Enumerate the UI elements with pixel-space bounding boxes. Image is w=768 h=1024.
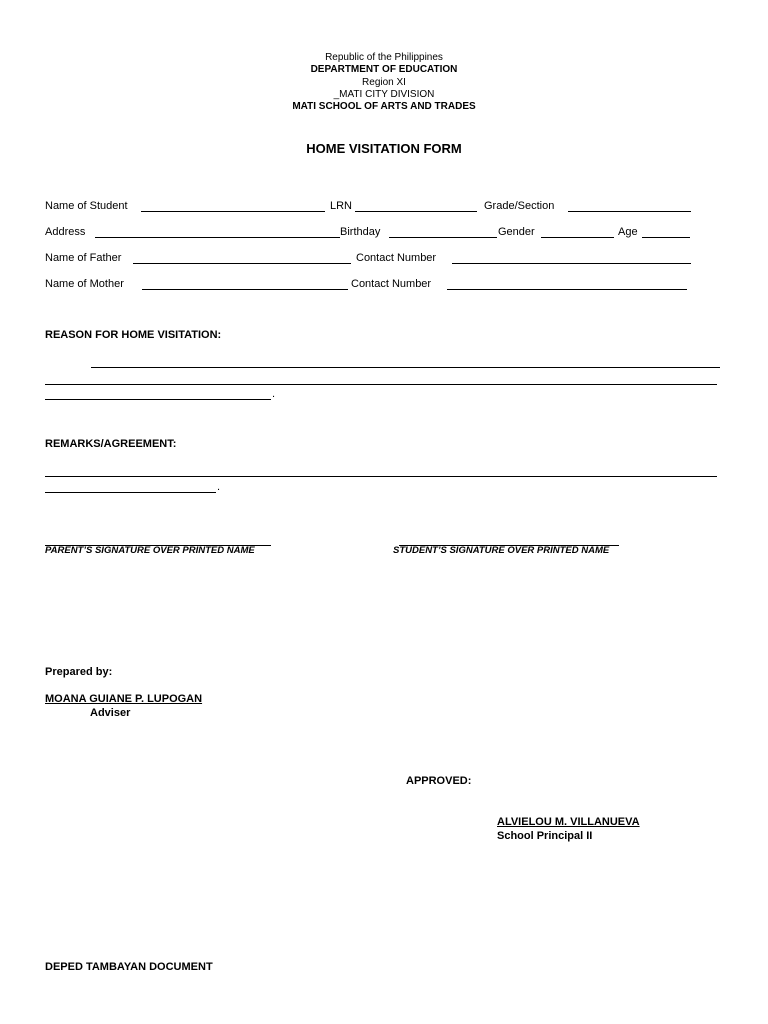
prepared-by-position: Adviser [90,707,131,719]
header-department: DEPARTMENT OF EDUCATION [310,64,458,75]
approved-label: APPROVED: [406,775,472,787]
label-name-of-father: Name of Father [45,252,122,264]
reason-line-3[interactable] [45,399,271,400]
label-name-of-mother: Name of Mother [45,278,124,290]
prepared-by-name: MOANA GUIANE P. LUPOGAN [45,693,203,705]
label-grade-section: Grade/Section [484,200,555,212]
label-age: Age [618,226,638,238]
label-contact-number-father: Contact Number [356,252,437,264]
reason-line-1[interactable] [91,367,720,368]
field-name-of-student[interactable] [141,211,325,212]
label-birthday: Birthday [340,226,381,238]
parent-signature-label: PARENT’S SIGNATURE OVER PRINTED NAME [45,545,255,556]
prepared-by-label: Prepared by: [45,666,113,678]
approved-name: ALVIELOU M. VILLANUEVA [497,816,640,828]
reason-period: . [272,388,276,400]
header-republic: Republic of the Philippines [325,52,443,63]
remarks-heading: REMARKS/AGREEMENT: [45,438,177,450]
approved-position: School Principal II [497,830,593,842]
remarks-line-2[interactable] [45,492,216,493]
field-birthday[interactable] [389,237,497,238]
label-address: Address [45,226,86,238]
remarks-line-1[interactable] [45,476,717,477]
reason-line-2[interactable] [45,384,717,385]
reason-heading: REASON FOR HOME VISITATION: [45,329,222,341]
field-address[interactable] [95,237,340,238]
label-gender: Gender [498,226,535,238]
footer-document-label: DEPED TAMBAYAN DOCUMENT [45,961,213,973]
field-contact-number-mother[interactable] [447,289,687,290]
header-school: MATI SCHOOL OF ARTS AND TRADES [292,101,476,112]
field-age[interactable] [642,237,690,238]
label-lrn: LRN [330,200,353,212]
header-region: Region XI [362,77,406,88]
form-title: HOME VISITATION FORM [306,141,462,156]
field-lrn[interactable] [355,211,477,212]
label-name-of-student: Name of Student [45,200,128,212]
field-name-of-mother[interactable] [142,289,348,290]
field-name-of-father[interactable] [133,263,351,264]
field-gender[interactable] [541,237,614,238]
field-grade-section[interactable] [568,211,691,212]
label-contact-number-mother: Contact Number [351,278,432,290]
field-contact-number-father[interactable] [452,263,691,264]
remarks-period: . [217,481,221,493]
header-division: _MATI CITY DIVISION [333,89,435,100]
student-signature-label: STUDENT’S SIGNATURE OVER PRINTED NAME [393,545,610,556]
